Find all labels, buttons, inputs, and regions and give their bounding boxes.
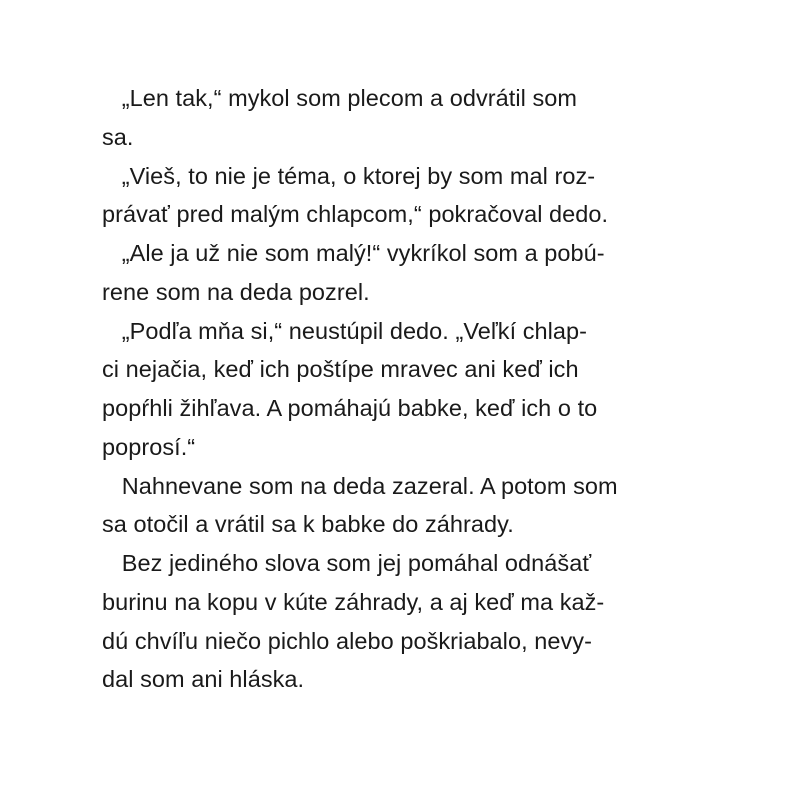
- text-line: „Ale ja už nie som malý!“ vykríkol som a pobú-: [102, 240, 605, 266]
- text-line: „Len tak,“ mykol som plecom a odvrátil som: [102, 85, 578, 111]
- text-line: rene som na deda pozrel.: [102, 278, 370, 305]
- text-line: „Vieš, to nie je téma, o ktorej by som mal roz-: [102, 162, 596, 189]
- text-line: sa otočil a vrátil sa k babke do záhrady.: [102, 511, 514, 538]
- text-line: Bez jediného slova som jej pomáhal odnášať: [102, 550, 592, 576]
- text-line: Nahnevane som na deda zazeral. A potom som: [102, 472, 618, 499]
- body-text: [102, 79, 702, 699]
- text-line: „Podľa mňa si,“ neustúpil dedo. „Veľkí chlap-: [102, 317, 588, 344]
- text-line: dal som ani hláska.: [102, 666, 305, 693]
- text-line: ci nejačia, keď ich poštípe mravec ani keď ich: [102, 356, 579, 383]
- text-line: poprosí.“: [102, 433, 196, 460]
- text-line: dú chvíľu niečo pichlo alebo poškriabalo, nevy-: [102, 627, 592, 654]
- text-line: popŕhli žihľava. A pomáhajú babke, keď ich o to: [102, 395, 598, 421]
- text-line: sa.: [102, 123, 134, 150]
- text-line: burinu na kopu v kúte záhrady, a aj keď ma kaž-: [102, 588, 605, 615]
- text-line: právať pred malým chlapcom,“ pokračoval dedo.: [102, 201, 609, 228]
